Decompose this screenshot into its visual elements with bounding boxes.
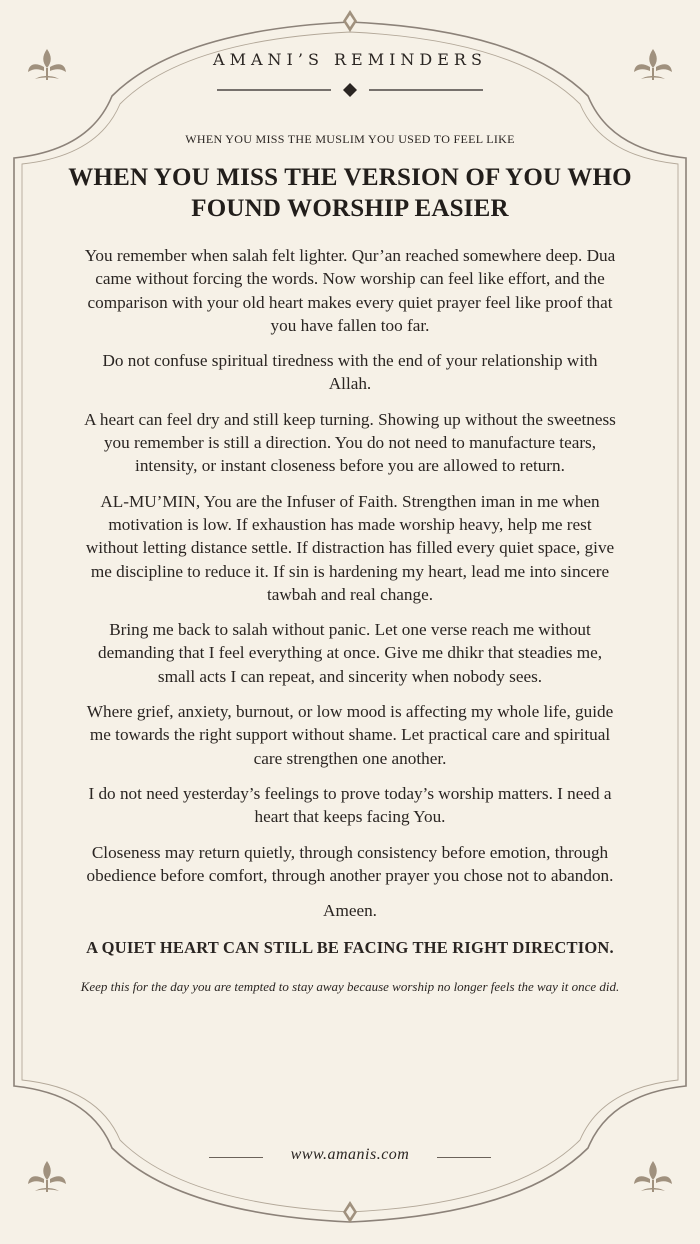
corner-flourish-bottom-right [634,1161,672,1192]
brand-title: AMANI’S REMINDERS [213,50,487,69]
footer-url[interactable]: www.amanis.com [290,1146,410,1163]
footnote: Keep this for the day you are tempted to stay away because worship no longer feels the way it once did. [80,978,620,994]
paragraph: Where grief, anxiety, burnout, or low mood is affecting my whole life, guide me towards the right support without shame. Let practical care and spiritual care strengthen one another. [86,702,614,768]
corner-flourish-bottom-left [28,1161,66,1192]
paragraph: You remember when salah felt lighter. Qur’an reached somewhere deep. Dua came without forcing the words. Now worship can feel like effort, and the comparison with your old heart makes every quiet prayer feel like proof that you have fallen too far. [84,246,616,335]
kicker-text: WHEN YOU MISS THE MUSLIM YOU USED TO FEEL LIKE [185,132,515,146]
paragraph: AL-MU’MIN, You are the Infuser of Faith. Strengthen iman in me when motivation is low. If exhaustion has made worship heavy, help me rest without letting distance settle. If distraction has filled every quiet space, give me discipline to reduce it. If sin is hardening my heart, lead me into sincere tawbah and real change. [85,491,615,604]
footer-rule-right [437,1157,491,1158]
closing-line: A QUIET HEART CAN STILL BE FACING THE RIGHT DIRECTION. [86,938,614,958]
reminder-body [82,244,618,996]
top-diamond-ornament [343,10,357,32]
page-title: WHEN YOU MISS THE VERSION OF YOU WHO FOUND WORSHIP EASIER [68,164,632,222]
paragraph: Bring me back to salah without panic. Let one verse reach me without demanding that I feel everything at once. Give me dhikr that steadies me, small acts I can repeat, and sincerity when nobody sees. [98,620,602,686]
paragraph: Do not confuse spiritual tiredness with the end of your relationship with Allah. [102,351,598,394]
brand-divider [0,83,700,97]
bottom-diamond-ornament [343,1201,357,1223]
paragraph: A heart can feel dry and still keep turning. Showing up without the sweetness you remember is still a direction. You do not need to manufacture tears, intensity, or instant closeness before you are allowed to return. [84,409,616,476]
paragraph: Closeness may return quietly, through consistency before emotion, through obedience before comfort, through another prayer you chose not to abandon. [86,842,614,885]
paragraph: I do not need yesterday’s feelings to prove today’s worship matters. I need a heart that keeps facing You. [88,783,612,827]
ameen-text: Ameen. [323,901,377,921]
